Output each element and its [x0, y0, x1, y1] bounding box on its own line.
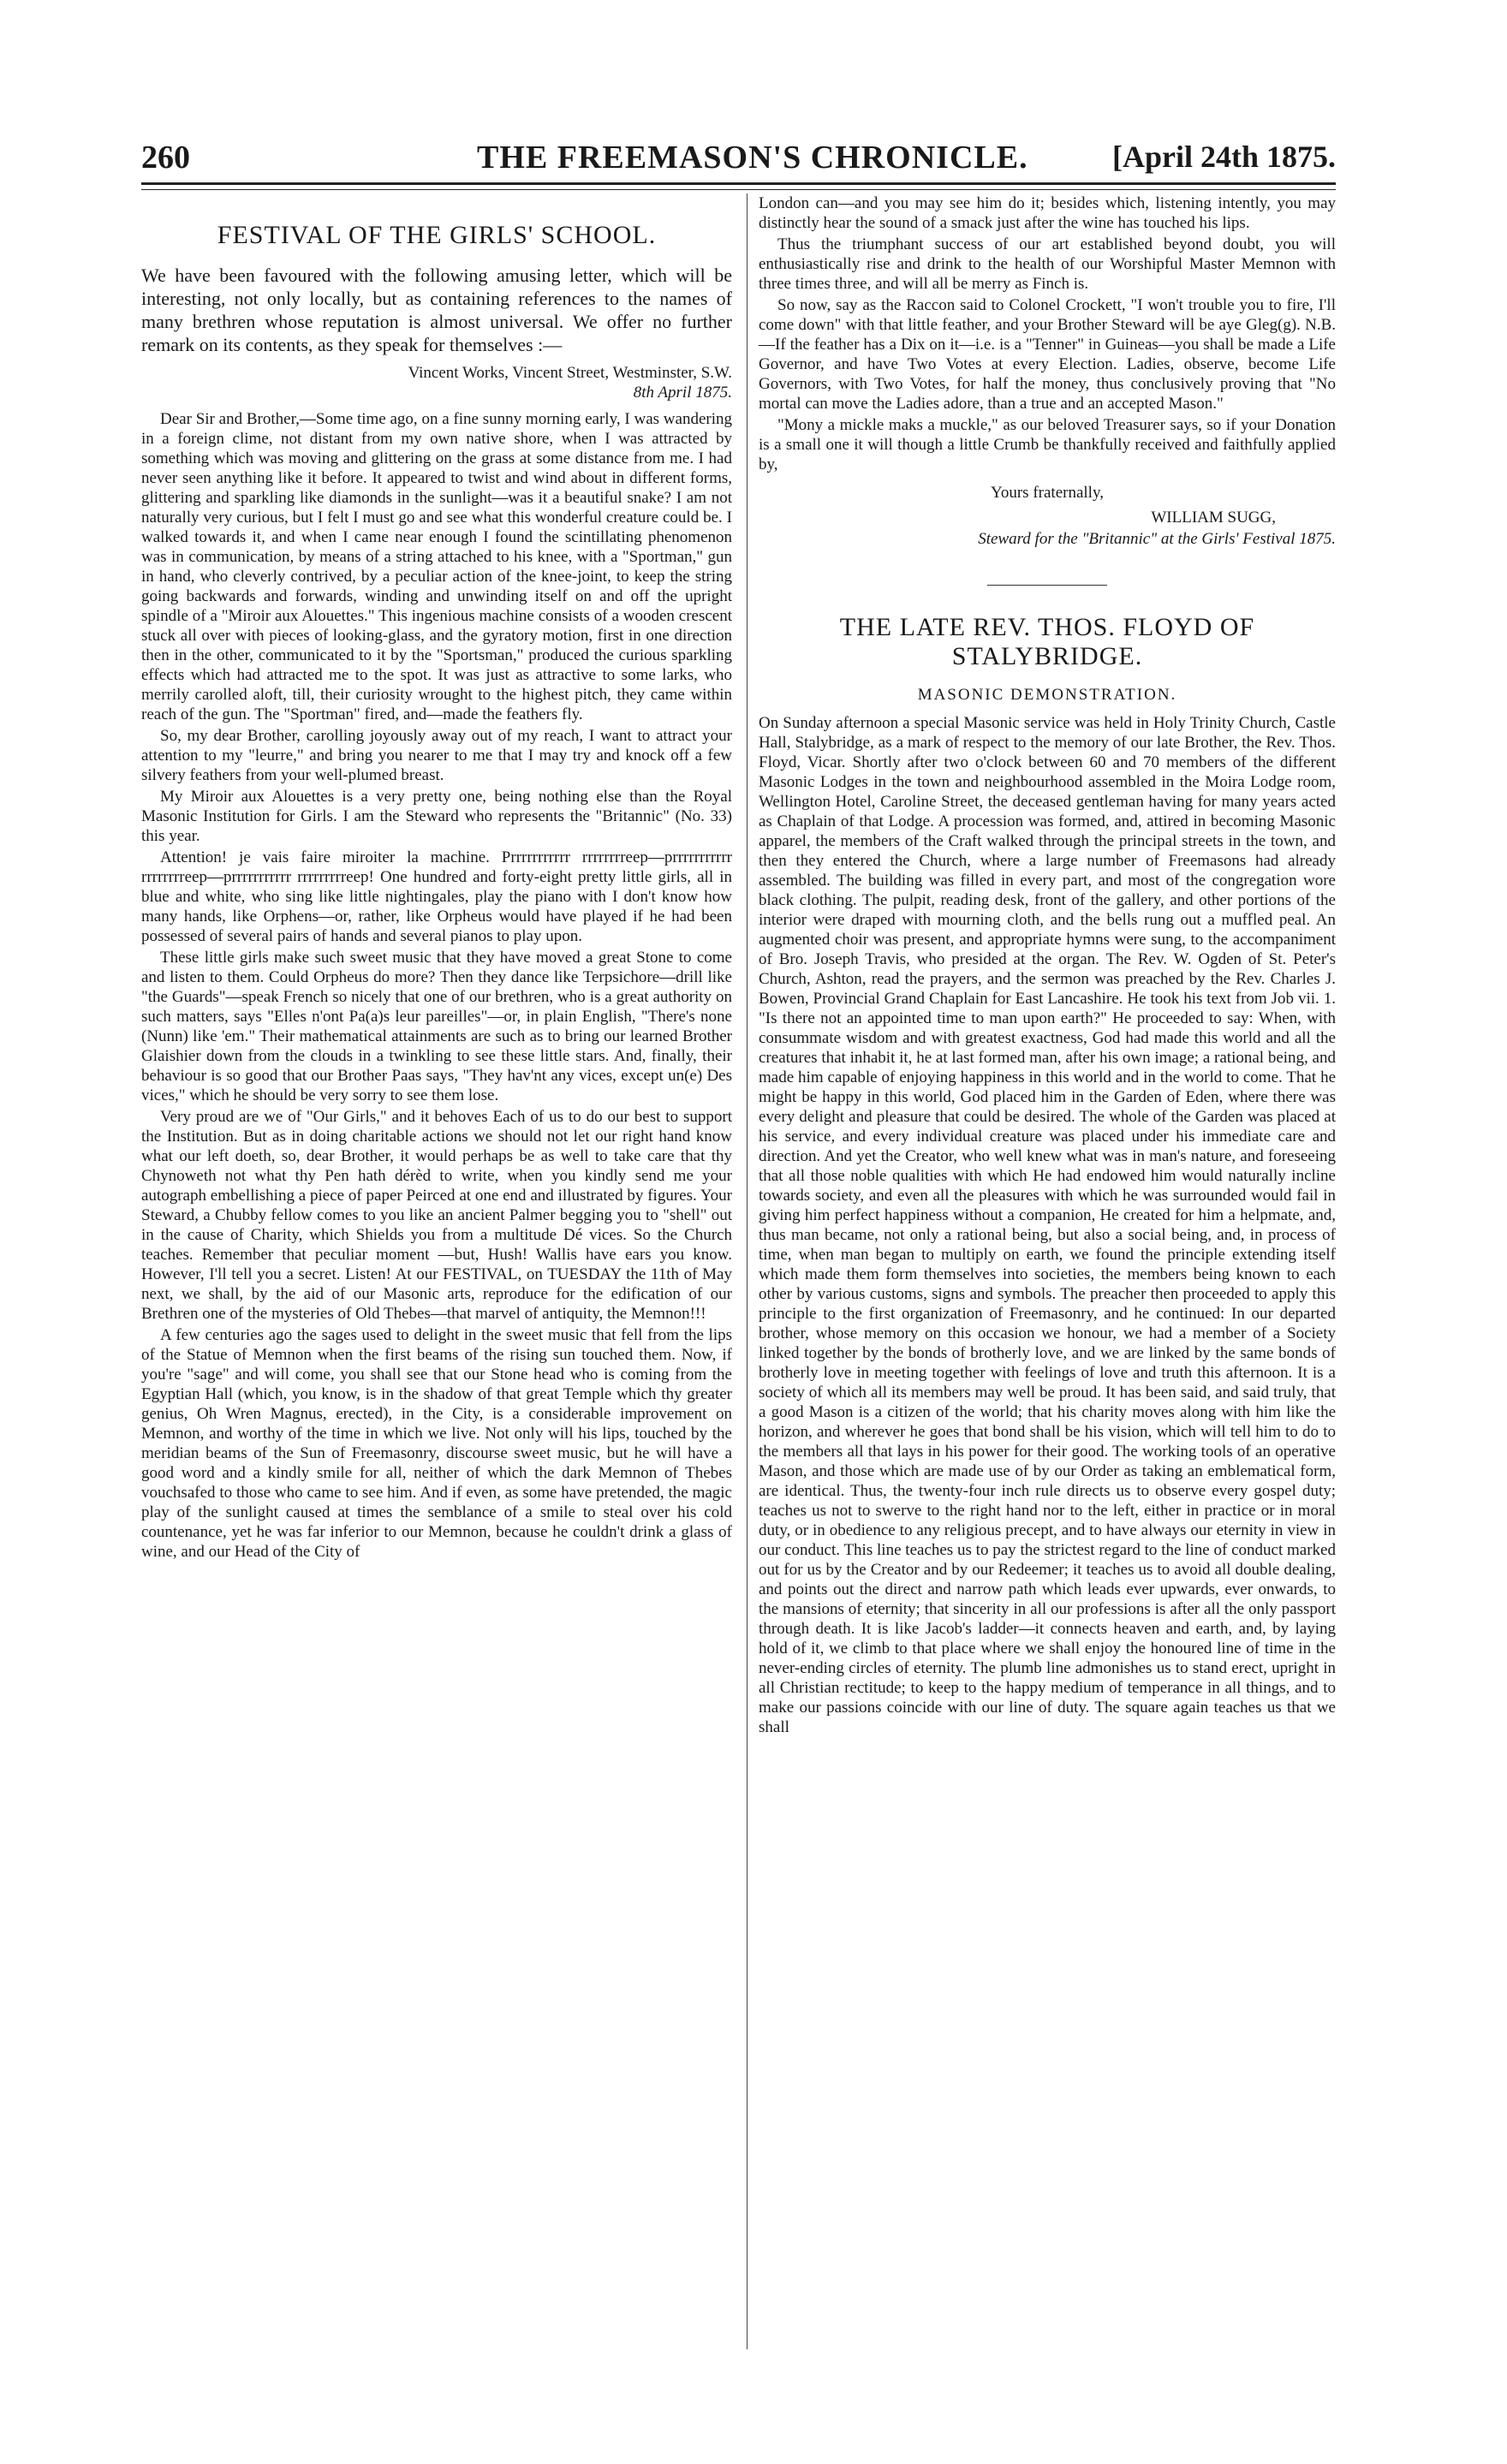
letter-paragraph: Attention! je vais faire miroiter la machine. Prrrrrrrrrrr rrrrrrrreep—prrrrrrrrrrr rrrrrrrreep—prrrrrrrrrrr rrrrrrrrreep! One hundred and forty-eight pretty little girls, all in blue and white, who sing like little nightingales, play the piano with I don't know how many hands, like Orphens—or, rather, like Orpheus would have played if he had been possessed of several pairs of hands and several pianos to play upon. [141, 848, 732, 945]
floyd-headline: THE LATE REV. THOS. FLOYD OF STALYBRIDGE. [839, 613, 1255, 670]
letter-closing: Yours fraternally, [991, 484, 1104, 502]
letter-paragraph: My Miroir aux Alouettes is a very pretty one, being nothing else than the Royal Masonic Institution for Girls. I am the Steward who represents the "Britannic" (No. 33) this year. [141, 788, 732, 845]
letter-paragraph: Dear Sir and Brother,—Some time ago, on a fine sunny morning early, I was wandering in a foreign clime, not distant from my own native shore, when I was attracted by something which was moving and glittering on the grass at some distance from me. I had never seen anything like it before. It appeared to twist and wind about in different forms, glittering and sparkling like diamonds in the sunlight—was it a beautiful snake? I am not naturally very curious, but I felt I must go and see what this wonderful creature could be. I walked towards it, and when I came near enough I found the scintillating phenomenon was in communication, by means of a string attached to his knee, with a "Sportman," gun in hand, who cleverly contrived, by a peculiar action of the knee-joint, to keep the string going backwards and forwards, winding and unwinding itself on and off the upright spindle of a "Miroir aux Alouettes." This ingenious machine consists of a wooden crescent stuck all over with pieces of looking-glass, and the gyratory motion, first in one direction then in the other, communicated to it by the "Sportsman," produced the curious sparkling effects which had attracted me to the spot. It was just as attractive to some larks, who merrily carolled aloft, till, their curiosity wrought to the highest pitch, they came within reach of the gun. The "Sportman" fired, and—made the feathers fly. [141, 410, 732, 723]
letter-paragraph: Very proud are we of "Our Girls," and it behoves Each of us to do our best to support the Institution. But as in doing charitable actions we should not let our right hand know what our left doeth, so, dear Brother, it would perhaps be as well to take care that thy Chynoweth not what thy Pen hath dérèd to write, when you kindly send me your autograph embellishing a piece of paper Peirced at one end and illustrated by figures. Your Steward, a Chubby fellow comes to you like an ancient Palmer begging you to "shell" out in the cause of Charity, which Shields you from a multitude Dé vices. So the Church teaches. Remember that peculiar moment —but, Hush! Wallis have ears you know. However, I'll tell you a secret. Listen! At our FESTIVAL, on TUESDAY the 11th of May next, we shall, by the aid of our Masonic arts, reproduce for the edification of our Brethren one of the mysteries of Old Thebes—that marvel of antiquity, the Memnon!!! [141, 1108, 732, 1323]
newspaper-title: THE FREEMASON'S CHRONICLE. [477, 140, 1028, 176]
letter-paragraph: So, my dear Brother, carolling joyously away out of my reach, I want to attract your attention to my "leurre," and bring you nearer to me that I may try and knock off a few silvery feathers from your well-plumed breast. [141, 727, 732, 784]
page-number: 260 [141, 140, 190, 176]
floyd-paragraph: On Sunday afternoon a special Masonic service was held in Holy Trinity Church, Castle Hall, Stalybridge, as a mark of respect to the memory of our late Brother, the Rev. Thos. Floyd, Vicar. Shortly after two o'clock between 60 and 70 members of the different Masonic Lodges in the town and neighbourhood assembled in the Moira Lodge room, Wellington Hotel, Caroline Street, the deceased gentleman having for many years acted as Chaplain of that Lodge. A procession was formed, and, attired in becoming Masonic apparel, the members of the Craft walked through the principal streets in the town, and then they entered the Church, where a large number of Freemasons had already assembled. The building was filled in every part, and most of the congregation wore black clothing. The pulpit, reading desk, front of the gallery, and other portions of the interior were draped with mourning cloth, and the bells rung out a muffled peal. An augmented choir was present, and appropriate hymns were sung, to the accompaniment of Bro. Joseph Travis, who presided at the organ. The Rev. W. Ogden of St. Peter's Church, Ashton, read the prayers, and the sermon was preached by the Rev. Charles J. Bowen, Provincial Grand Chaplain for East Lancashire. He took his text from Job vii. 1. "Is there not an appointed time to man upon earth?" He proceeded to say: When, with consummate wisdom and with greatest exactness, God had made this world and all the creatures that inhabit it, he at last formed man, after his own image; a rational being, and made him capable of enjoying happiness in this world and in the world to come. That he might be happy in this world, God placed him in the Garden of Eden, where there was every delight and pleasure that could be desired. The whole of the Garden was placed at his service, and every individual creature was placed under his immediate care and direction. And yet the Creator, who well knew what was in man's nature, and foreseeing that all those noble qualities with which He had endowed him would naturally incline towards society, and even all the pleasures with which he was surrounded would fail in giving him perfect happiness without a companion, He created for him a helpmate, and, thus man became, not only a rational being, but also a social being, and, in process of time, when man began to multiply on earth, we found the principle extending itself which made them form themselves into societies, the members being known to each other by various customs, signs and symbols. The preacher then proceeded to apply this principle to the first organization of Freemasonry, and he continued: In our departed brother, whose memory on this occasion we honour, we had a member of a Society linked together by the bonds of brotherly love, and we are linked by the same bonds of brotherly love in meeting together with feelings of love and truth this afternoon. It is a society of which all its members may well be proud. It has been said, and said truly, that a good Mason is a citizen of the world; that his charity moves along with him like the horizon, and wherever he goes that bond shall be his vision, which will tell him to do to the members all that lays in his power for their good. The working tools of an operative Mason, and those which are made use of by our Order as taking an emblematical form, are identical. Thus, the twenty-four inch rule directs us to observe every gospel duty; teaches us not to swerve to the right hand nor to the left, either in practice or in moral duty, or in obedience to any religious precept, and to have always our eternity in view in our conduct. This line teaches us to pay the strictest regard to the line of conduct marked out for us by the Creator and by our Redeemer; it teaches us to avoid all double dealing, and points out the direct and narrow path which leads ever upwards, ever onwards, to the mansions of eternity; that sincerity in all our professions is after all the only passport through death. It is like Jacob's ladder—it connects heaven and earth, and, by laying hold of it, we climb to that place where we shall enjoy the honoured line of time in the never-ending circles of eternity. The plumb line admonishes us to stand erect, upright in all Christian rectitude; to keep to the happy medium of temperance in all things, and to make our passions coincide with our line of duty. The square again teaches us that we shall [759, 714, 1336, 1736]
column-divider [747, 193, 748, 2349]
festival-intro: We have been favoured with the following amusing letter, which will be interesting, not only locally, but as containing references to the names of many brethren whose reputation is almost universal. We offer no further remark on its contents, as they speak for themselves :— [141, 265, 732, 355]
signature-title: Steward for the "Britannic" at the Girls' Festival 1875. [978, 530, 1336, 548]
issue-date: [April 24th 1875. [1112, 140, 1336, 174]
masthead-rule-thin [141, 189, 1336, 190]
left-column [141, 193, 732, 1563]
letter-paragraph: "Mony a mickle maks a muckle," as our beloved Treasurer says, so if your Donation is a small one it will though a little Crumb be thankfully received and faithfully applied by, [759, 416, 1336, 473]
letter-paragraph: A few centuries ago the sages used to delight in the sweet music that fell from the lips of the Statue of Memnon when the first beams of the rising sun touched them. Now, if you're "sage" and will come, you shall see that our Stone head who is coming from the Egyptian Hall (which, you know, is in the shadow of that great Temple which thy greater genius, Oh Wren Magnus, erected), in the City, is a considerable improvement on Memnon, and worthy of the time in which we live. Not only will his lips, touched by the meridian beams of the Sun of Freemasonry, discourse sweet music, but he will have a good word and a kindly smile for all, neither of which the dark Memnon of Thebes vouchsafed to those who came to see him. And if even, as some have pretended, the magic play of the sunlight caused at times the semblance of a smile to steal over his cold countenance, yet he was far inferior to our Memnon, because he couldn't drink a glass of wine, and our Head of the City of [141, 1326, 732, 1561]
festival-headline: FESTIVAL OF THE GIRLS' SCHOOL. [217, 221, 657, 249]
letter-address: Vincent Works, Vincent Street, Westminster, S.W. [408, 364, 732, 382]
floyd-subheadline: MASONIC DEMONSTRATION. [917, 686, 1177, 704]
right-column [759, 193, 1336, 1739]
letter-date: 8th April 1875. [633, 384, 732, 402]
masthead [141, 139, 1336, 182]
masthead-rule [141, 182, 1336, 185]
letter-paragraph: Thus the triumphant success of our art established beyond doubt, you will enthusiastically rise and drink to the health of our Worshipful Master Memnon with three times three, and will all be merry as Finch is. [759, 235, 1336, 293]
section-divider [987, 585, 1107, 586]
letter-paragraph-continued: London can—and you may see him do it; besides which, listening intently, you may distinctly hear the sound of a smack just after the wine has touched his lips. [759, 194, 1336, 232]
letter-paragraph: So now, say as the Raccon said to Colonel Crockett, "I won't trouble you to fire, I'll come down" with that little feather, and your Brother Steward will be aye Gleg(g). N.B.—If the feather has a Dix on it—i.e. is a "Tenner" in Guineas—you shall be made a Life Governor, and have Two Votes at every Election. Ladies, observe, become Life Governors, with Two Votes, for half the money, thus conclusively proving that "No mortal can move the Ladies adore, than a true and an accepted Mason." [759, 296, 1336, 413]
letter-signature: WILLIAM SUGG, [1151, 509, 1276, 527]
letter-paragraph: These little girls make such sweet music that they have moved a great Stone to come and listen to them. Could Orpheus do more? Then they dance like Terpsichore—drill like "the Guards"—speak French so nicely that one of our brethren, who is a great authority on such matters, says "Elles n'ont Pa(a)s leur pareilles"—or, in plain English, "There's none (Nunn) like 'em." Their mathematical attainments are such as to bring our learned Brother Glaishier down from the clouds in a twinkling to see these little stars. And, finally, their behaviour is so good that our Brother Paas says, "They hav'nt any vices, except un(e) Des vices," which he should be very sorry to see them lose. [141, 949, 732, 1104]
